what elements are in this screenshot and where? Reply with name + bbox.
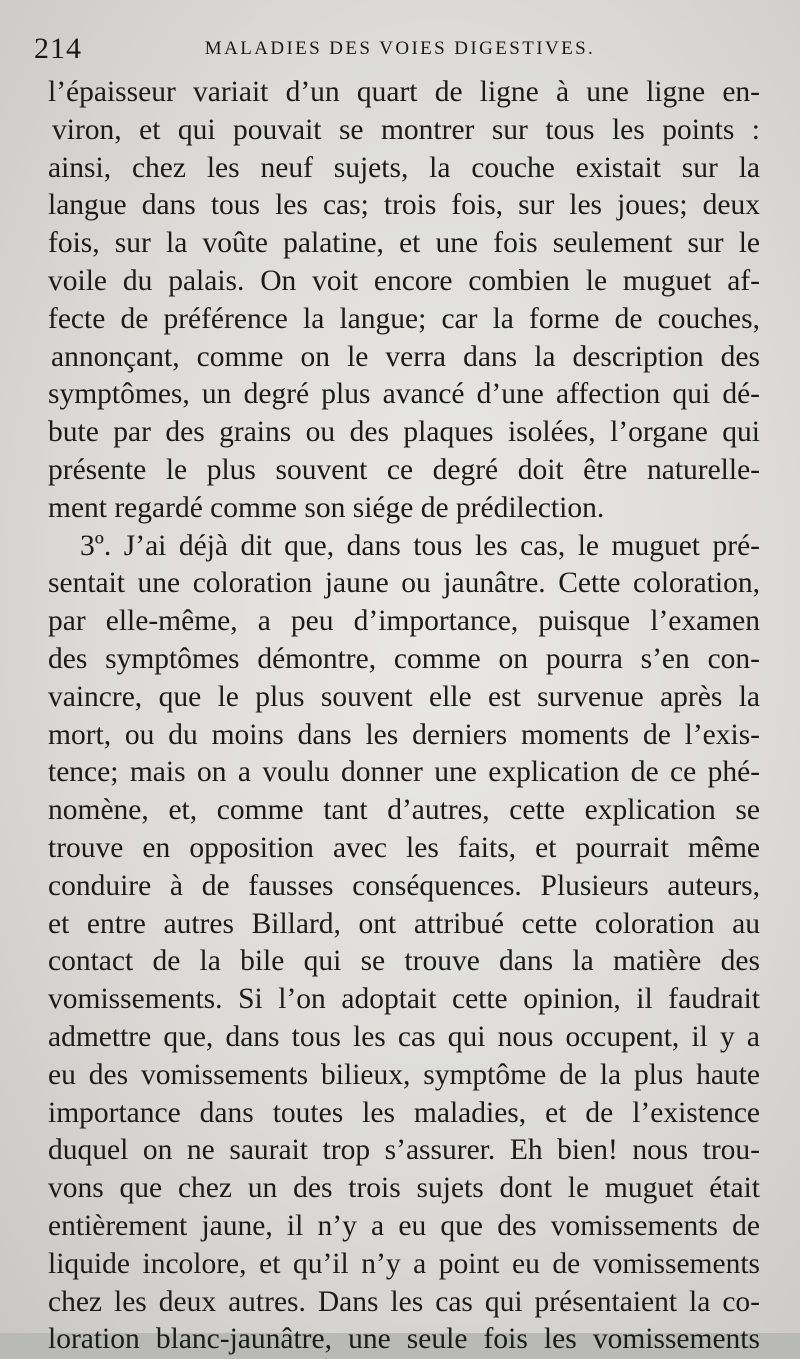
text-line: entièrement jaune, il n’y a eu que des vomissements de xyxy=(48,1209,760,1242)
text-line: duquel on ne saurait trop s’assurer. Eh bien! nous trou- xyxy=(48,1134,760,1167)
text-line: conduire à de fausses conséquences. Plusieurs auteurs, xyxy=(48,869,760,902)
text-line: liquide incolore, et qu’il n’y a point eu de vomissements xyxy=(48,1247,760,1280)
running-title: MALADIES DES VOIES DIGESTIVES. xyxy=(204,38,596,59)
text-line: ment regardé comme son siége de prédilection. xyxy=(48,491,605,524)
page-header xyxy=(34,34,766,64)
text-line: bute par des grains ou des plaques isolées, l’organe qui xyxy=(48,416,760,449)
text-line: fois, sur la voûte palatine, et une fois seulement sur le xyxy=(48,227,760,260)
text-line: langue dans tous les cas; trois fois, sur les joues; deux xyxy=(48,189,760,222)
text-line: viron, et qui pouvait se montrer sur tous les points : xyxy=(52,113,760,146)
text-line: symptômes, un degré plus avancé d’une affection qui dé- xyxy=(48,378,760,411)
body-text xyxy=(48,74,760,1359)
text-line: importance dans toutes les maladies, et de l’existence xyxy=(48,1096,760,1129)
text-line: chez les deux autres. Dans les cas qui présentaient la co- xyxy=(48,1285,760,1318)
text-line: 3º. J’ai déjà dit que, dans tous les cas, le muguet pré- xyxy=(80,529,760,562)
text-line: voile du palais. On voit encore combien le muguet af- xyxy=(48,264,760,297)
text-line: des symptômes démontre, comme on pourra s’en con- xyxy=(48,642,760,675)
text-line: mort, ou du moins dans les derniers moments de l’exis- xyxy=(48,718,760,751)
text-line: nomène, et, comme tant d’autres, cette explication se xyxy=(48,794,760,827)
text-line: admettre que, dans tous les cas qui nous occupent, il y a xyxy=(48,1020,760,1053)
text-line: et entre autres Billard, ont attribué cette coloration au xyxy=(48,907,760,940)
text-line: fecte de préférence la langue; car la forme de couches, xyxy=(48,302,760,335)
text-line: vons que chez un des trois sujets dont le muguet était xyxy=(48,1172,760,1205)
text-line: ainsi, chez les neuf sujets, la couche existait sur la xyxy=(48,151,760,184)
text-line: vaincre, que le plus souvent elle est survenue après la xyxy=(48,680,760,713)
text-line: l’épaisseur variait d’un quart de ligne à une ligne en- xyxy=(48,76,760,108)
text-line: par elle-même, a peu d’importance, puisque l’examen xyxy=(48,605,760,638)
text-line: loration blanc-jaunâtre, une seule fois les vomissements xyxy=(48,1323,760,1356)
text-line: contact de la bile qui se trouve dans la matière des xyxy=(48,945,760,978)
text-line: trouve en opposition avec les faits, et pourrait même xyxy=(48,831,760,864)
text-line: sentait une coloration jaune ou jaunâtre. Cette coloration, xyxy=(48,567,760,600)
text-line: vomissements. Si l’on adoptait cette opinion, il faudrait xyxy=(48,983,760,1016)
text-line: tence; mais on a voulu donner une explication de ce phé- xyxy=(48,756,760,789)
text-line: eu des vomissements bilieux, symptôme de la plus haute xyxy=(48,1058,760,1091)
page-number: 214 xyxy=(34,32,82,65)
text-line: présente le plus souvent ce degré doit être naturelle- xyxy=(48,453,760,486)
text-line: annonçant, comme on le verra dans la description des xyxy=(51,340,760,373)
